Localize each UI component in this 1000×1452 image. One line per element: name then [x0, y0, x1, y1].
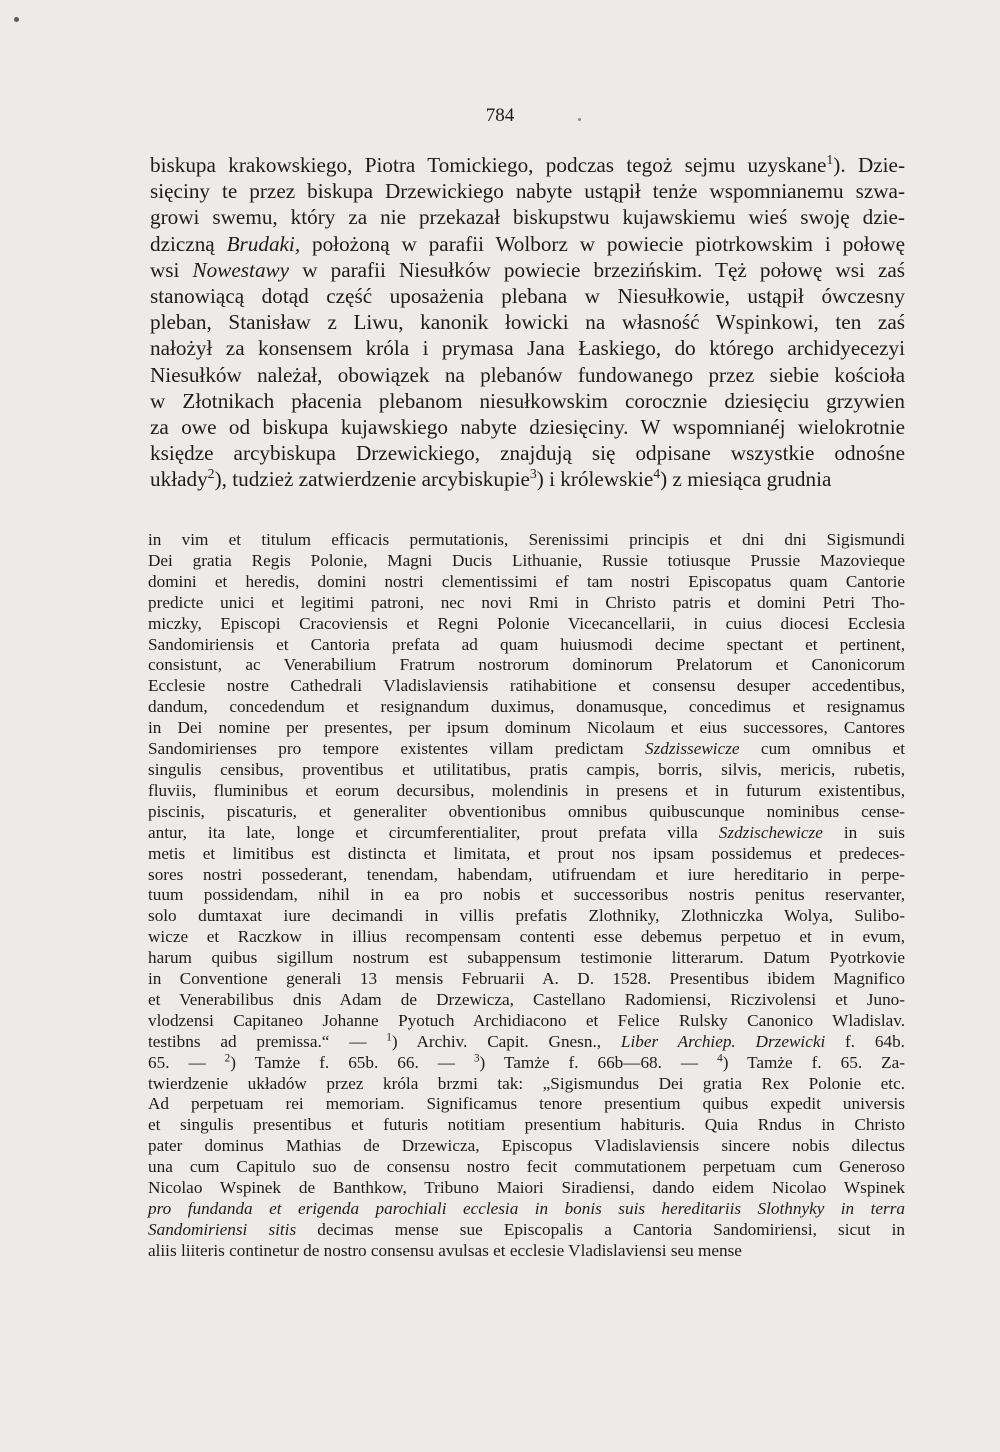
footnote-line [148, 844, 905, 865]
text-run: Niesułków należał, obowiązek na plebanów fundowanego przez siebie kościoła [150, 362, 905, 387]
text-run: Nicolao Wspinek de Banthkow, Tribuno Maiori Siradiensi, dando eidem Nicolao Wspinek [148, 1178, 905, 1198]
text-run: solo dumtaxat iure decimandi in villis prefatis Zlothniky, Zlothniczka Wolya, Sulibo- [148, 906, 905, 926]
footnote-line [148, 760, 905, 781]
footnote-line [148, 1115, 905, 1136]
footnote-marker: 4 [717, 1051, 723, 1064]
text-run: ), tudzież zatwierdzenie arcybiskupie [214, 467, 530, 492]
main-text-line [150, 388, 905, 414]
text-run: twierdzenie układów przez króla brzmi tak: „Sigismundus Dei gratia Rex Polonie etc. [148, 1073, 905, 1093]
footnote-line [148, 1241, 905, 1262]
footnote-marker: 3 [473, 1051, 480, 1064]
text-run: fluviis, fluminibus et eorum decursibus, molendinis in presens et in futurum existentibus, [148, 780, 905, 800]
text-run: ) z miesiąca grudnia [660, 467, 832, 492]
text-run: ) Tamże f. 66b—68. — [479, 1052, 718, 1072]
footnote-marker: 3 [529, 466, 537, 482]
text-run: Dei gratia Regis Polonie, Magni Ducis Lithuanie, Russie totiusque Prussie Mazovieque [148, 550, 905, 570]
footnote-line [148, 676, 905, 697]
text-run: w Złotnikach płacenia plebanom niesułkowskim corocznie dziesięciu grzywien [150, 388, 905, 413]
text-run: wicze et Raczkow in illius recompensam contenti esse debemus perpetuo et in evum, [148, 927, 905, 947]
footnote-line [148, 551, 905, 572]
text-run: 65. — [148, 1052, 225, 1072]
main-text-line [150, 414, 905, 440]
footnote-line [148, 1094, 905, 1115]
footnote-line [148, 1157, 905, 1178]
text-run: in suis [822, 822, 905, 842]
text-run: cum omnibus et [739, 739, 905, 759]
footnote-marker: 4 [653, 466, 661, 482]
text-run: consistunt, ac Venerabilium Fratrum nostrorum dominorum Prelatorum et Canonicorum [148, 655, 905, 675]
text-run: biskupa krakowskiego, Piotra Tomickiego, podczas tegoż sejmu uzyskane [150, 153, 827, 177]
footnote-line [148, 697, 905, 718]
text-run: sięciny te przez biskupa Drzewickiego nabyte ustąpił tenże wspomnianemu szwa- [150, 179, 905, 204]
text-run: dandum, concedendum et resignandum duximus, donamusque, concedimus et resignamus [148, 697, 905, 717]
text-run: księdze arcybiskupa Drzewickiego, znajdują się odpisane wszystkie odnośne [150, 441, 905, 466]
footnote-line [148, 927, 905, 948]
footnote-line [148, 1136, 905, 1157]
text-run: piscinis, piscaturis, et generaliter obventionibus omnibus quibuscunque nominibus cense- [148, 801, 905, 821]
text-run: za owe od biskupa kujawskiego nabyte dziesięciny. W wspomnianéj wielokrotnie [150, 415, 905, 440]
italic-text: Sandomiriensi sitis [148, 1219, 297, 1239]
text-run: dziczną [150, 231, 227, 256]
text-run: metis et limitibus est distincta et limitata, et prout nos ipsam possidemus et predeces- [148, 843, 905, 863]
text-run: ) Archiv. Capit. Gnesn., [391, 1031, 621, 1051]
italic-text: Brudaki, [226, 231, 301, 256]
main-text-line [150, 335, 905, 361]
text-run: ) Tamże f. 65. Za- [722, 1052, 905, 1072]
text-run: stanowiącą dotąd część uposażenia plebana w Niesułkowie, ustąpił ówczesny [150, 284, 905, 309]
text-run: et Venerabilibus dnis Adam de Drzewicza, Castellano Radomiensi, Riczivolensi et Juno- [148, 989, 905, 1009]
text-run: pater dominus Mathias de Drzewicza, Episcopus Vladislaviensis sincere nobis dilectus [148, 1136, 905, 1156]
text-run: in Conventione generali 13 mensis Februarii A. D. 1528. Presentibus ibidem Magnifico [148, 969, 905, 989]
text-run: tuum possidendam, nihil in ea pro nobis et successoribus nostris penitus reservanter, [148, 885, 905, 905]
text-run: antur, ita late, longe et circumferentialiter, prout prefata villa [148, 822, 719, 842]
footnote-marker: 1 [386, 1031, 392, 1044]
scan-speck [14, 17, 19, 22]
text-run: vlodzensi Capitaneo Johanne Pyotuch Archidiacono et Felice Rulsky Canonico Wladislav. [148, 1010, 905, 1030]
main-text-line [150, 152, 905, 178]
text-run: pleban, Stanisław z Liwu, kanonik łowicki na własność Wspinkowi, ten zaś [150, 310, 905, 335]
text-run: Ecclesie nostre Cathedrali Vladislaviensis ratihabitione et consensu desuper accedentibus, [148, 676, 905, 696]
footnote-line [148, 948, 905, 969]
footnote-line [148, 739, 905, 760]
text-run: harum quibus sigillum nostrum est subappensum testimonie litterarum. Datum Pyotrkovie [148, 948, 905, 968]
text-run: ) Tamże f. 65b. 66. — [230, 1052, 474, 1072]
footnote-line [148, 655, 905, 676]
text-run: układy [150, 467, 208, 492]
text-run: testibns ad premissa.“ — [148, 1031, 387, 1051]
text-run: ). Dzie- [833, 153, 905, 177]
text-run: growi swemu, który za nie przekazał biskupstwu kujawskiemu wieś swoję dzie- [150, 205, 905, 230]
footnote-line [148, 1074, 905, 1095]
footnote-line [148, 593, 905, 614]
footnote-line [148, 990, 905, 1011]
text-run: singulis censibus, proventibus et utilitatibus, pratis campis, borris, silvis, mericis, rubetis, [148, 759, 905, 779]
text-run: Ad perpetuam rei memoriam. Significamus tenore presentium quibus expedit universis [148, 1094, 905, 1114]
footnote-line [148, 1053, 905, 1074]
text-run: decimas mense sue Episcopalis a Cantoria Sandomiriensi, sicut in [296, 1219, 905, 1239]
footnote-line [148, 1032, 905, 1053]
footnote-line [148, 802, 905, 823]
text-run: domini et heredis, domini nostri clementissimi ef tam nostri Episcopatus quam Cantorie [148, 571, 905, 591]
text-run: aliis liiteris continetur de nostro consensu avulsas et ecclesie Vladislaviensi seu mense [148, 1240, 742, 1260]
footnote-line [148, 823, 905, 844]
footnote-line [148, 1220, 905, 1241]
footnote-line [148, 969, 905, 990]
main-text-line [150, 231, 905, 257]
text-run: et singulis presentibus et futuris notitiam presentium habituris. Quia Rndus in Christo [148, 1115, 905, 1135]
footnote-line [148, 718, 905, 739]
italic-text: pro fundanda et erigenda parochiali ecclesia in bonis suis hereditariis Slothnyky in terra [148, 1199, 905, 1218]
text-run: Sandomirienses pro tempore existentes villam predictam [148, 739, 645, 759]
footnote-line [148, 885, 905, 906]
text-run: miczky, Episcopi Cracoviensis et Regni Polonie Vicecancellarii, in cuius diocesi Ecclesia [148, 613, 905, 633]
page-number: 784 [485, 105, 515, 126]
main-text-line [150, 466, 905, 492]
main-text-line [150, 440, 905, 466]
italic-text: Nowestawy [192, 257, 290, 282]
main-text-line [150, 204, 905, 230]
text-run: in Dei nomine per presentes, per ipsum dominum Nicolaum et eius successores, Cantores [148, 718, 905, 738]
footnote-line [148, 865, 905, 886]
footnote-text-block [148, 530, 905, 1262]
text-run: ) i królewskie [536, 467, 654, 492]
text-run: położoną w parafii Wolborz w powiecie piotrkowskim i połowę [300, 231, 905, 256]
footnote-marker: 2 [207, 466, 215, 482]
main-text-line [150, 257, 905, 283]
italic-text: Szdzissewicze [644, 739, 740, 759]
footnote-line [148, 635, 905, 656]
footnote-line [148, 906, 905, 927]
footnote-line [148, 1011, 905, 1032]
text-run: una cum Capitulo suo de consensu nostro fecit commutationem perpetuam cum Generoso [148, 1157, 905, 1177]
main-text-line [150, 309, 905, 335]
main-text-line [150, 283, 905, 309]
footnote-line [148, 1199, 905, 1220]
text-run: w parafii Niesułków powiecie brzezińskim. Tęż połowę wsi zaś [289, 257, 905, 282]
text-run: Sandomiriensis et Cantoria prefata ad quam huiusmodi decime spectant et pertinent, [148, 634, 905, 654]
text-run: sores nostri possederant, tenendam, habendam, utifruendam et iure hereditario in perpe- [148, 864, 905, 884]
main-text-line [150, 362, 905, 388]
main-text-block [150, 152, 905, 493]
italic-text: Liber Archiep. Drzewicki [620, 1031, 826, 1051]
main-text-line [150, 178, 905, 204]
text-run: in vim et titulum efficacis permutationis, Serenissimi principis et dni dni Sigismundi [148, 530, 905, 549]
text-run: predicte unici et legitimi patroni, nec novi Rmi in Christo patris et domini Petri Tho- [148, 592, 905, 612]
text-run: wsi [150, 257, 193, 282]
text-run: nałożył za konsensem króla i prymasa Jana Łaskiego, do którego archidyecezyi [150, 336, 905, 361]
footnote-marker: 2 [224, 1051, 231, 1064]
footnote-line [148, 781, 905, 802]
footnote-line [148, 530, 905, 551]
italic-text: Szdzischewicze [718, 822, 823, 842]
text-run: f. 64b. [825, 1031, 905, 1051]
footnote-line [148, 572, 905, 593]
footnote-line [148, 614, 905, 635]
footnote-line [148, 1178, 905, 1199]
footnote-marker: 1 [826, 151, 834, 167]
